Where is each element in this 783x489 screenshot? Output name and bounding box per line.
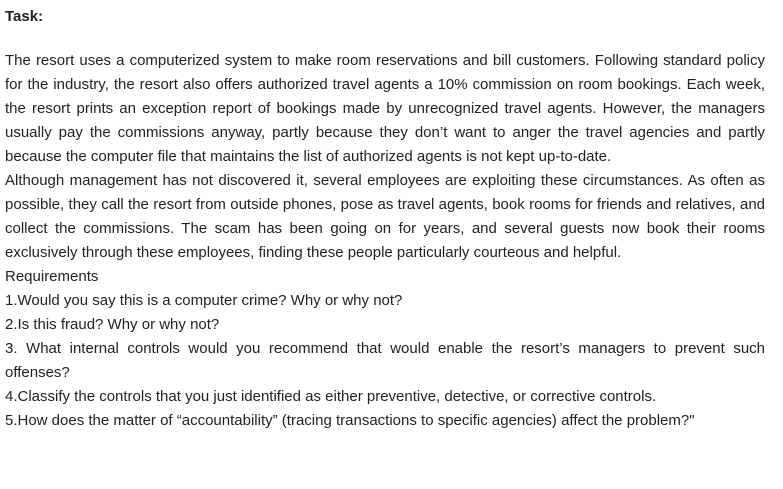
requirement-item-3: 3. What internal controls would you recommend that would enable the resort’s managers to prevent such offenses? <box>5 340 765 381</box>
requirement-item-2: 2.Is this fraud? Why or why not? <box>5 316 220 333</box>
paragraph-scenario: The resort uses a computerized system to make room reservations and bill customers. Following standard policy for the industry, the resort also offers authorized travel agents a 10% commission on room bookings. Each week, the resort prints an exception report of bookings made by unrecognized travel agents. However, the managers usually pay the commissions anyway, partly because they don’t want to anger the travel agencies and partly because the computer file that maintains the list of authorized agents is not kept up-to-date. <box>5 52 765 165</box>
task-heading: Task: <box>5 8 44 25</box>
requirement-item-4: 4.Classify the controls that you just identified as either preventive, detective, or corrective controls. <box>5 388 657 405</box>
requirement-item-5: 5.How does the matter of “accountability” (tracing transactions to specific agencies) affect the problem?" <box>5 412 695 429</box>
requirement-item-1: 1.Would you say this is a computer crime? Why or why not? <box>5 292 403 309</box>
paragraph-scam: Although management has not discovered it, several employees are exploiting these circumstances. As often as possible, they call the resort from outside phones, pose as travel agents, book rooms for friends and relatives, and collect the commissions. The scam has been going on for years, and several guests now book their rooms exclusively through these employees, finding these people particularly courteous and helpful. <box>5 172 765 261</box>
requirements-heading: Requirements <box>5 268 99 285</box>
